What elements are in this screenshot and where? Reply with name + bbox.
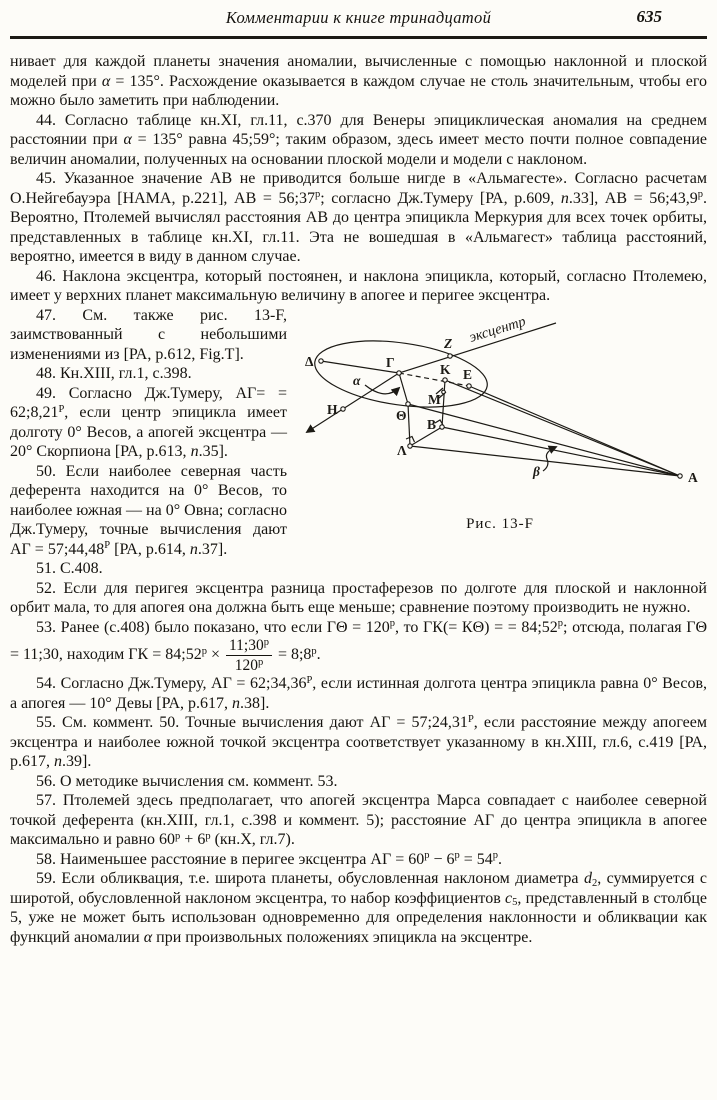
point-label-z: Z: [444, 335, 453, 351]
comment-54: 54. Согласно Дж.Тумеру, АГ = $62;34,36^Р$, если истинная долгота центра эпицикла равна 0° Весов, а апогея — 10° Девы [РА, p.617, n.38].: [10, 674, 708, 712]
point-theta: [406, 401, 410, 405]
point-delta: [319, 358, 323, 362]
comment-59: 59. Если обликвация, т.е. широта планеты, обусловленная наклоном диаметра $d_2$, суммируется с широтой, обусловленной наклоном эксцентра, то набор коэффициентов $c_5$, представленный в столбце 5, уже не может быть использован одновременно для определения наклонности и обликвации как функций аномалии α при произвольных положениях эпицикла на эксцентре.: [10, 870, 708, 946]
point-h: [341, 406, 345, 410]
point-m: [442, 390, 446, 394]
figure-caption: Рис. 13-F: [466, 515, 534, 532]
eccentric-axis-line: [307, 323, 556, 432]
segment-gamma-theta: [399, 373, 408, 404]
page-number: 635: [636, 7, 662, 26]
point-a: [678, 473, 682, 477]
point-lambda: [408, 443, 412, 447]
comment-56: 56. О методике вычисления см. коммент. 53.: [36, 772, 338, 790]
line-lambda-a: [410, 446, 680, 476]
alpha-angle-arc: [365, 385, 399, 394]
comment-48: 48. Кн.XIII, гл.1, с.398.: [36, 365, 192, 382]
angle-label-alpha: α: [353, 372, 361, 388]
header-rule: [10, 36, 707, 39]
intro-continuation: нивает для каждой планеты значения аномалии, вычисленные с помощью наклонной и плоской моделей при α = 135°. Расхождение оказывается в каждом случае не столь значительным, чтобы его можно было заметить при наблюдении.: [10, 53, 707, 109]
running-title: Комментарии к книге тринадцатой: [225, 8, 492, 27]
point-label-h: H: [327, 401, 338, 417]
comment-55: 55. См. коммент. 50. Точные вычисления дают АГ = $57;24,31^Р$, если расстояние между апогеем эксцентра и наиболее южной точкой эксцентра соответствует указанному в кн.XIII, гл.6, с.419 [РА, p.617, n.39].: [10, 713, 707, 771]
segment-b-lambda: [410, 427, 442, 446]
point-z: [448, 353, 452, 357]
figure-13f: [293, 308, 707, 535]
segment-theta-lambda: [408, 404, 410, 446]
point-label-e: E: [463, 366, 473, 382]
comment-52: 52. Если для перигея эксцентра разница простаферезов по долготе для плоской и наклонной орбит мала, то для апогея она должна быть еще меньше; сравнение поэтому производить не нужно.: [10, 579, 707, 616]
eccentric-axis-label: эксцентр: [467, 313, 528, 346]
comment-50: 50. Если наиболее северная часть деферента находится на 0° Весов, то наиболее южная — на 0° Овна; согласно Дж.Тумеру, точные вычисления дают АГ = $57;44,48^Р$ [РА, p.614, n.37].: [10, 462, 287, 558]
comment-58: 58. Наименьшее расстояние в перигее эксцентра АГ = $60^р - 6^р = 54^р$.: [36, 850, 503, 868]
segment-k-b: [442, 380, 445, 427]
page-header: [10, 6, 707, 32]
line-b-a: [442, 427, 680, 476]
comment-51: 51. С.408.: [36, 560, 103, 577]
comment-53: 53. Ранее (с.408) было показано, что если $Г\Theta = 120^р$, то ГК(= КΘ) = = $84;52^р$; отсюда, полагая ГΘ = 11;30, находим ГК = $84;52^р$ × $\frac{11;30^р}{120^р}$ = $8;8^р$.: [10, 618, 707, 675]
comment-46: 46. Наклона эксцентра, который постоянен, и наклона эпицикла, который, согласно Птолемею, имеет у верхних планет максимальную величину в апогее и перигее эксцентра.: [10, 267, 707, 304]
figure-13f-drawing: [293, 308, 707, 514]
dashed-gamma-e: [399, 373, 469, 386]
point-b: [440, 424, 444, 428]
point-label-delta: Δ: [305, 353, 314, 369]
point-label-a: A: [688, 469, 698, 485]
comment-49: 49. Согласно Дж.Тумеру, $АГ= = 62;8,21^Р$, если центр эпицикла имеет долготу 0° Весов, а апогей эксцентра — 20° Скорпиона [РА, p.613, n.35].: [10, 384, 287, 460]
comment-57: 57. Птолемей здесь предполагает, что апогей эксцентра Марса совпадает с наиболее северной точкой деферента (кн.XIII, гл.1, с.398 и коммент. 5); расстояние АГ до центра эпицикла в апогее максимально и равно $60^р + 6^р$ (кн.X, гл.7).: [10, 792, 707, 849]
point-label-lambda: Λ: [397, 442, 407, 458]
comment-47: 47. См. также рис. 13-F, заимствованный с небольшими изменениями из [РА, p.612, Fig.T].: [10, 306, 287, 363]
point-label-theta: Θ: [396, 407, 407, 423]
point-label-b: B: [427, 416, 437, 432]
point-e: [467, 383, 471, 387]
point-label-gamma: Γ: [386, 354, 395, 370]
point-gamma: [397, 370, 401, 374]
comments-text: [10, 52, 707, 947]
comment-44: 44. Согласно таблице кн.XI, гл.11, с.370 для Венеры эпициклическая аномалия на среднем расстоянии при α = 135° равна 45;59°; таким образом, здесь имеет место почти полное совпадение величин аномалии, полученных на основании плоской модели и модели с наклоном.: [10, 111, 708, 168]
point-label-m: M: [428, 391, 441, 407]
angle-label-beta: β: [533, 463, 540, 479]
point-k: [443, 377, 447, 381]
fraction: $\frac{11;30^р}{120^р}$: [226, 637, 272, 674]
point-label-k: K: [440, 361, 451, 377]
comment-45: 45. Указанное значение АВ не приводится больше нигде в «Альмагесте». Согласно расчетам О.Нейгебауэра [НАМА, p.221], АВ = $56;37^р$; согласно Дж.Тумеру [РА, p.609, n.33], АВ = $56;43,9^р$. Вероятно, Птолемей вычислял расстояния АВ до центра эпицикла Меркурия для всех точек орбиты, представленных в таблице кн.XI, гл.11. Эта не вошедшая в «Альмагест» таблица расстояний, вероятно, имеется в виду в данном случае.: [10, 170, 707, 265]
line-theta-a: [408, 404, 680, 476]
line-k-a: [445, 380, 680, 476]
